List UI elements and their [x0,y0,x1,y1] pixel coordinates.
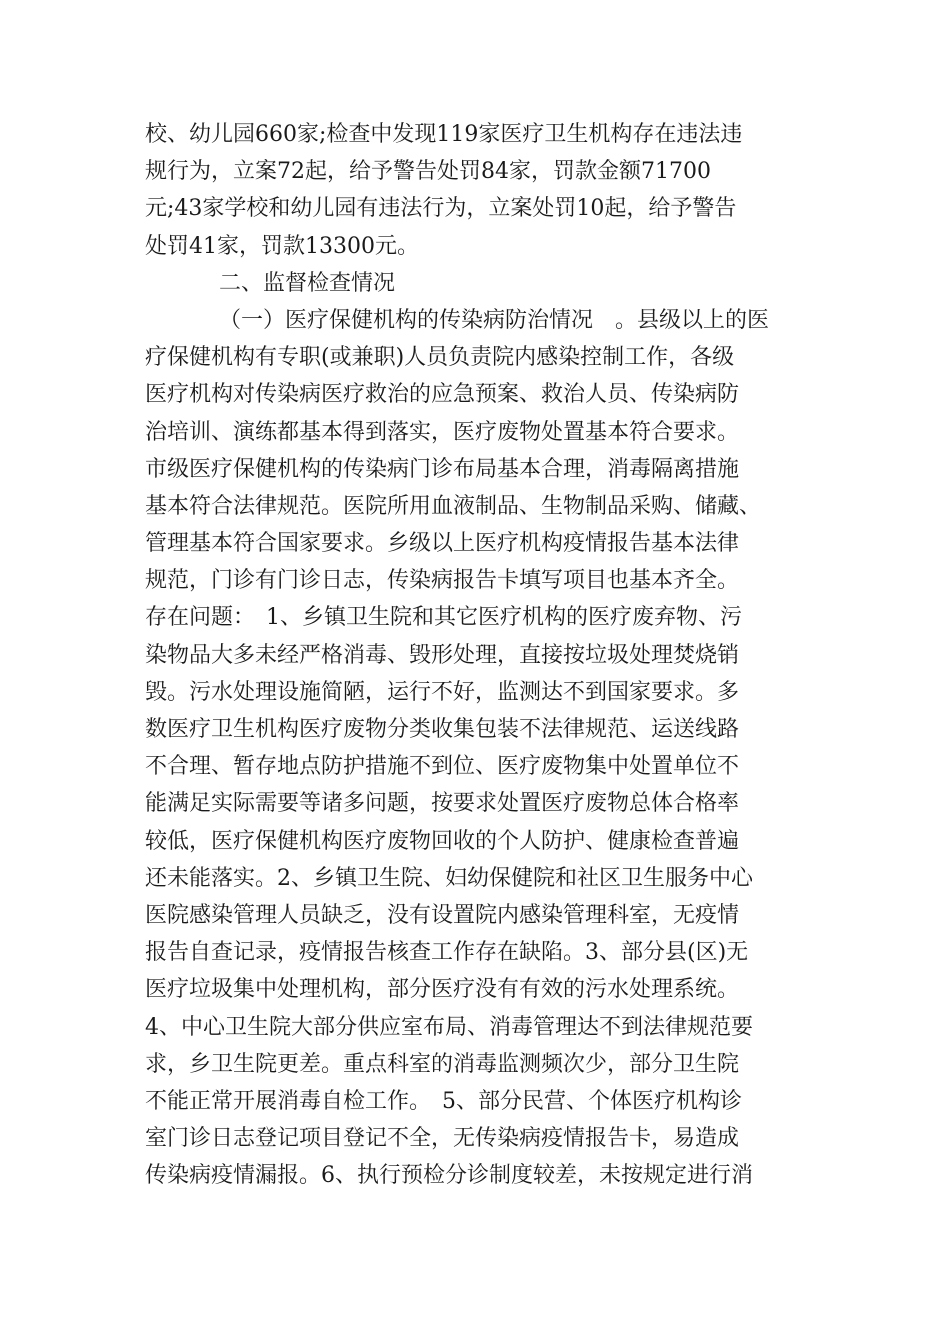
text-line: 处罚41家，罚款13300元。 [145,233,419,259]
text-line: 传染病疫情漏报。6、执行预检分诊制度较差，未按规定进行消 [145,1163,753,1189]
text-line: 数医疗卫生机构医疗废物分类收集包装不法律规范、运送线路 [145,717,740,742]
text-line: 较低，医疗保健机构医疗废物回收的个人防护、健康检查普遍 [145,828,740,854]
text-line: 规范，门诊有门诊日志，传染病报告卡填写项目也基本齐全。 [145,568,740,594]
text-line: 染物品大多未经严格消毒、毁形处理，直接按垃圾处理焚烧销 [145,642,740,668]
text-line: 管理基本符合国家要求。乡级以上医疗机构疫情报告基本法律 [145,531,740,557]
body-text [145,116,810,1194]
text-line: 能满足实际需要等诸多问题，按要求处置医疗废物总体合格率 [145,791,740,817]
text-line: 医疗机构对传染病医疗救治的应急预案、救治人员、传染病防 [145,382,740,408]
text-line: 报告自查记录，疫情报告核查工作存在缺陷。3、部分县(区)无 [145,940,749,966]
subsection-heading: （一）医疗保健机构的传染病防治情况 。县级以上的医 [219,307,770,333]
text-line: 4、中心卫生院大部分供应室布局、消毒管理达不到法律规范要 [145,1014,753,1040]
text-line: 疗保健机构有专职(或兼职)人员负责院内感染控制工作，各级 [145,345,735,371]
text-line: 市级医疗保健机构的传染病门诊布局基本合理，消毒隔离措施 [145,456,740,482]
text-line: 元;43家学校和幼儿园有违法行为，立案处罚10起，给予警告 [145,196,737,222]
text-line: 医院感染管理人员缺乏，没有设置院内感染管理科室，无疫情 [145,902,740,928]
text-line: 求，乡卫生院更差。重点科室的消毒监测频次少，部分卫生院 [145,1051,740,1077]
text-line: 毁。污水处理设施简陋，运行不好，监测达不到国家要求。多 [145,679,740,705]
text-line: 还未能落实。2、乡镇卫生院、妇幼保健院和社区卫生服务中心 [145,865,753,891]
text-line: 不合理、暂存地点防护措施不到位、医疗废物集中处置单位不 [145,754,740,780]
text-line: 不能正常开展消毒自检工作。 5、部分民营、个体医疗机构诊 [145,1088,742,1114]
text-line: 医疗垃圾集中处理机构，部分医疗没有有效的污水处理系统。 [145,977,740,1003]
text-line: 室门诊日志登记项目登记不全，无传染病疫情报告卡，易造成 [145,1126,740,1152]
text-line: 基本符合法律规范。医院所用血液制品、生物制品采购、储藏、 [145,493,762,519]
text-line: 规行为，立案72起，给予警告处罚84家，罚款金额71700 [145,159,711,185]
section-heading: 二、监督检查情况 [219,270,396,296]
text-line: 存在问题： 1、乡镇卫生院和其它医疗机构的医疗废弃物、污 [145,605,742,631]
text-line: 校、幼儿园660家;检查中发现119家医疗卫生机构存在违法违 [145,122,743,147]
text-line: 治培训、演练都基本得到落实，医疗废物处置基本符合要求。 [145,419,740,445]
